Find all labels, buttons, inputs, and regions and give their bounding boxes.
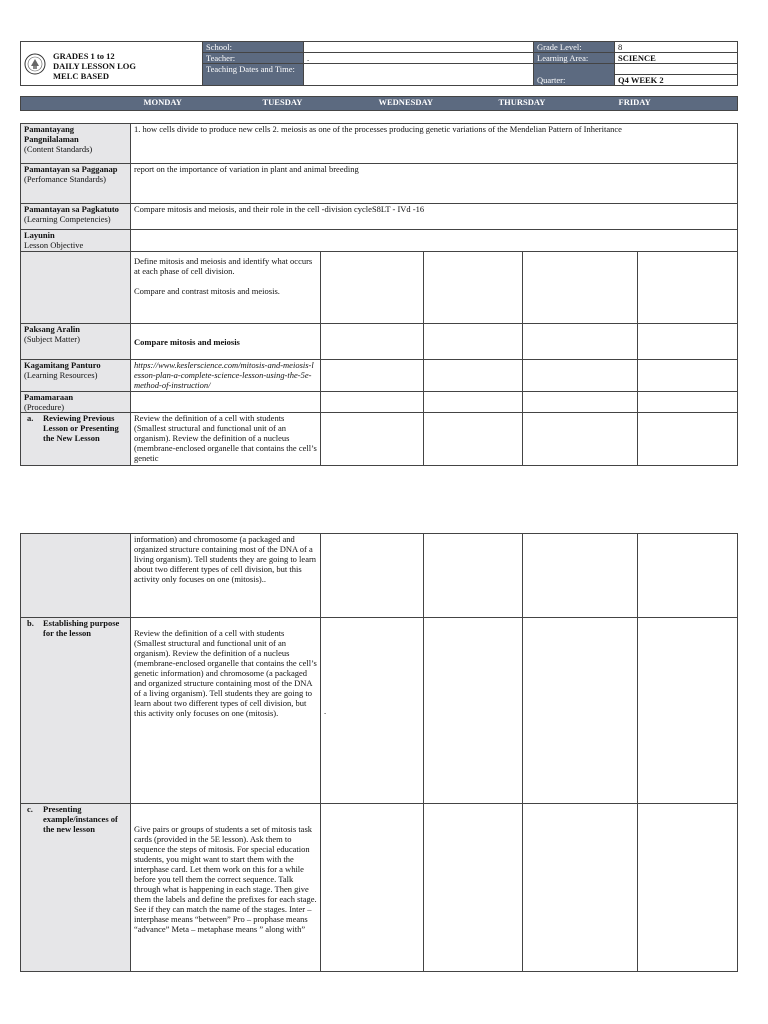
step-a-cont-label — [21, 534, 131, 618]
step-c-wednesday — [424, 804, 523, 972]
header-table — [20, 41, 738, 86]
step-a-cont-friday — [638, 534, 738, 618]
subject-matter-value: Compare mitosis and meiosis — [131, 324, 321, 360]
quarter-label: Quarter: — [534, 75, 615, 86]
subject-friday — [638, 324, 738, 360]
objective-blank-label — [21, 252, 131, 324]
resources-tuesday — [321, 360, 424, 392]
day-monday: MONDAY — [141, 97, 260, 111]
step-b-friday — [638, 618, 738, 804]
step-a-cont-value: information) and chromosome (a packaged and organized structure containing most of the DNA of a living organism). Tell students they are going to learn about two different types of cell division, but this activity only focuses on one (mitosis).. — [131, 534, 321, 618]
quarter-value: Q4 WEEK 2 — [615, 75, 738, 86]
resources-thursday — [523, 360, 638, 392]
step-c-label: c. Presenting example/instances of the new lesson — [21, 804, 131, 972]
days-header-bar — [20, 96, 738, 111]
procedure-friday — [638, 392, 738, 413]
grade-value: 8 — [615, 42, 738, 53]
performance-standards-label: Pamantayan sa Pagganap (Perfomance Standards) — [21, 164, 131, 204]
step-b-value: Review the definition of a cell with students (Smallest structural and functional unit of an organism). Review the definition of a nucleus (membrane-enclosed organelle that contains the cell’s genetic information) and chromosome (a packaged and organized structure containing most of the DNA of a living organism). Tell students they are going to learn about two different types of cell division, but this activity only focuses on one (mitosis). — [131, 618, 321, 804]
content-standards-value: 1. how cells divide to produce new cells 2. meiosis as one of the processes producing genetic variations of the Mendelian Pattern of Inheritance — [131, 124, 738, 164]
subject-thursday — [523, 324, 638, 360]
competencies-label: Pamantayan sa Pagkatuto (Learning Competencies) — [21, 204, 131, 230]
resources-label: Kagamitang Panturo (Learning Resources) — [21, 360, 131, 392]
step-b-thursday — [523, 618, 638, 804]
procedure-monday — [131, 392, 321, 413]
step-c-thursday — [523, 804, 638, 972]
step-c-tuesday — [321, 804, 424, 972]
step-c-value: Give pairs or groups of students a set of mitosis task cards (provided in the 5E lesson). Ask them to sequence the steps of mitosis. For special education students, you might want to start them with the interphase card. Let them work on this for a while before you tell them the correct sequence. Talk through what is happening in each stage. Then give them the labels and define the prefixes for each stage. See if they can match the name of the stages. Inter – interphase means “between” Pro – prophase means “advance” Meta – metaphase means ” along with” — [131, 804, 321, 972]
resources-friday — [638, 360, 738, 392]
procedure-thursday — [523, 392, 638, 413]
day-thursday: THURSDAY — [496, 97, 616, 111]
resources-link[interactable]: https://www.keslerscience.com/mitosis-and-meiosis-lesson-plan-a-complete-science-lesson-using-the-5e-method-of-instruction/ — [131, 360, 321, 392]
objective-value: Define mitosis and meiosis and identify what occurs at each phase of cell division. Compare and contrast mitosis and meiosis. — [131, 252, 321, 324]
blank-label-cell — [534, 64, 615, 75]
step-b-tuesday: . — [321, 618, 424, 804]
dates-value — [304, 64, 534, 86]
objective-label: Layunin Lesson Objective — [21, 230, 131, 252]
grade-label: Grade Level: — [534, 42, 615, 53]
content-standards-label: Pamantayang Pangnilalaman (Content Standards) — [21, 124, 131, 164]
day-tuesday: TUESDAY — [260, 97, 376, 111]
day-friday: FRIDAY — [616, 97, 738, 111]
step-a-thursday — [523, 413, 638, 466]
competencies-value: Compare mitosis and meiosis, and their role in the cell -division cycleS8LT - IVd -16 — [131, 204, 738, 230]
step-a-cont-tuesday — [321, 534, 424, 618]
procedure-tuesday — [321, 392, 424, 413]
school-label: School: — [203, 42, 304, 53]
teacher-value: . — [304, 53, 534, 64]
blank-value-cell — [615, 64, 738, 75]
performance-standards-value: report on the importance of variation in plant and animal breeding — [131, 164, 738, 204]
lesson-log-table-page2 — [20, 533, 738, 972]
header-title: GRADES 1 to 12 DAILY LESSON LOG MELC BASED — [21, 42, 203, 86]
area-label: Learning Area: — [534, 53, 615, 64]
step-a-tuesday — [321, 413, 424, 466]
teacher-label: Teacher: — [203, 53, 304, 64]
area-value: SCIENCE — [615, 53, 738, 64]
step-b-wednesday — [424, 618, 523, 804]
objective-header-blank — [131, 230, 738, 252]
resources-wednesday — [424, 360, 523, 392]
step-a-wednesday — [424, 413, 523, 466]
subject-tuesday — [321, 324, 424, 360]
subject-matter-label: Paksang Aralin (Subject Matter) — [21, 324, 131, 360]
days-blank — [21, 97, 141, 111]
objective-friday — [638, 252, 738, 324]
step-a-cont-wednesday — [424, 534, 523, 618]
procedure-wednesday — [424, 392, 523, 413]
objective-wednesday — [424, 252, 523, 324]
objective-tuesday — [321, 252, 424, 324]
lesson-log-table-page1 — [20, 123, 738, 466]
procedure-label: Pamamaraan (Procedure) — [21, 392, 131, 413]
dates-label: Teaching Dates and Time: — [203, 64, 304, 86]
subject-wednesday — [424, 324, 523, 360]
step-b-label: b. Establishing purpose for the lesson — [21, 618, 131, 804]
step-a-cont-thursday — [523, 534, 638, 618]
step-c-friday — [638, 804, 738, 972]
school-value — [304, 42, 534, 53]
step-a-value: Review the definition of a cell with students (Smallest structural and functional unit of an organism). Review the definition of a nucleus (membrane-enclosed organelle that contains the cell’s genetic — [131, 413, 321, 466]
step-a-label: a. Reviewing Previous Lesson or Presenting the New Lesson — [21, 413, 131, 466]
objective-thursday — [523, 252, 638, 324]
day-wednesday: WEDNESDAY — [376, 97, 496, 111]
step-a-friday — [638, 413, 738, 466]
